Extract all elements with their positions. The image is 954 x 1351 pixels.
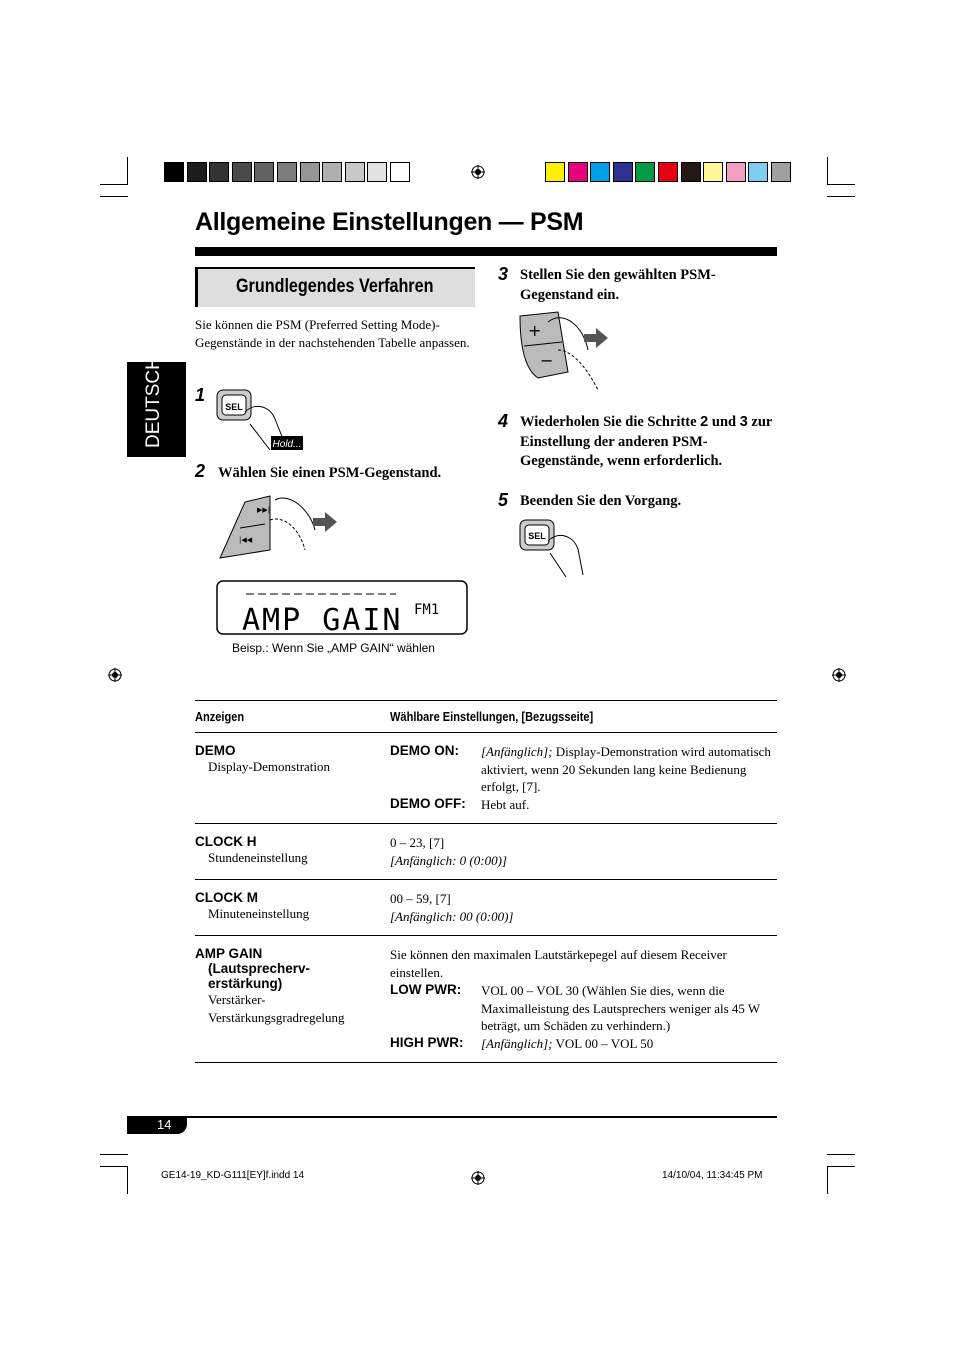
color-swatch — [232, 162, 252, 182]
amp-gain-intro: Sie können den maximalen Lautstärkepegel auf diesem Receiver einstellen. — [390, 947, 727, 980]
table-bottom-rule — [195, 1062, 777, 1063]
clock-h-value: 0 – 23, [7] [Anfänglich: 0 (0:00)] — [390, 835, 507, 868]
step-3-number: 3 — [498, 264, 509, 284]
seek-button-illustration — [215, 490, 345, 570]
footer-timestamp: 14/10/04, 11:34:45 PM — [662, 1170, 763, 1181]
table-top-rule — [195, 700, 777, 701]
arrow-right-icon — [313, 512, 337, 532]
color-swatch — [726, 162, 746, 182]
color-swatch — [322, 162, 342, 182]
plus-minus-button-illustration — [518, 310, 628, 395]
color-swatch — [703, 162, 723, 182]
prev-track-icon: |◀◀ — [239, 536, 253, 544]
color-swatch — [345, 162, 365, 182]
language-label: DEUTSCH — [143, 356, 164, 448]
section-title: Grundlegendes Verfahren — [236, 276, 434, 297]
row-divider — [195, 879, 777, 880]
color-swatch — [748, 162, 768, 182]
clock-m-value: 00 – 59, [7] [Anfänglich: 00 (0:00)] — [390, 891, 514, 924]
low-pwr-option: LOW PWR: — [390, 982, 462, 997]
high-pwr-desc: [Anfänglich]; VOL 00 – VOL 50 — [481, 1036, 654, 1051]
next-track-icon: ▶▶| — [257, 506, 271, 514]
color-swatch — [209, 162, 229, 182]
page-number: 14 — [157, 1117, 172, 1132]
color-swatch — [681, 162, 701, 182]
step-3-text: Stellen Sie den gewählten PSM-Gegenstand ein. — [520, 267, 716, 303]
step-1-number: 1 — [195, 385, 206, 405]
row-divider — [195, 823, 777, 824]
demo-on-desc: [Anfänglich]; Display-Demonstration wird automatisch aktiviert, wenn 20 Sekunden lang keine Bedienung erfolgt, [7]. — [481, 744, 771, 794]
lcd-display — [216, 580, 468, 635]
color-swatch — [545, 162, 565, 182]
registration-mark-icon — [471, 1171, 485, 1185]
plus-icon: + — [528, 321, 542, 340]
demo-on-option: DEMO ON: — [390, 743, 459, 758]
table-header-rule — [195, 732, 777, 733]
color-swatch — [635, 162, 655, 182]
step-4-text: Wiederholen Sie die Schritte 2 und 3 zur Einstellung der anderen PSM-Gegenstände, wenn erforderlich. — [520, 414, 773, 469]
high-pwr-option: HIGH PWR: — [390, 1035, 464, 1050]
registration-mark-icon — [832, 668, 846, 682]
color-swatch — [390, 162, 410, 182]
color-swatch — [300, 162, 320, 182]
hold-label: Hold... — [272, 439, 302, 450]
display-caption: Beisp.: Wenn Sie „AMP GAIN“ wählen — [232, 641, 435, 655]
color-swatch — [164, 162, 184, 182]
color-swatch — [254, 162, 274, 182]
footer-rule — [127, 1116, 777, 1118]
page-number-tab — [127, 1117, 187, 1134]
section-header — [195, 267, 475, 307]
display-band-text: FM1 — [414, 602, 440, 618]
step-5-number: 5 — [498, 490, 509, 510]
minus-icon: − — [540, 351, 554, 370]
step-2-text: Wählen Sie einen PSM-Gegenstand. — [218, 465, 442, 481]
step-5-text: Beenden Sie den Vorgang. — [520, 493, 682, 509]
low-pwr-desc: VOL 00 – VOL 30 (Wählen Sie dies, wenn die Maximalleistung des Lautsprechers weniger als 45 W beträgt, um Schäden zu verhindern.) — [481, 983, 760, 1033]
registration-mark-icon — [471, 165, 485, 179]
color-swatch — [613, 162, 633, 182]
table-row-clock-h-label: CLOCK H Stundeneinstellung — [195, 834, 308, 865]
arrow-right-icon — [584, 328, 608, 348]
table-row-amp-gain-label: AMP GAIN (Lautsprecherv- erstärkung) Verstärker-Verstärkungsgradregelung — [195, 946, 345, 1025]
table-header-col1: Anzeigen — [195, 709, 245, 724]
step-4-number: 4 — [498, 411, 509, 431]
registration-mark-icon — [108, 668, 122, 682]
color-swatch — [187, 162, 207, 182]
table-header-col2: Wählbare Einstellungen, [Bezugsseite] — [390, 709, 594, 724]
sel-label: SEL — [225, 402, 243, 412]
color-swatch — [658, 162, 678, 182]
sel-label: SEL — [528, 531, 546, 541]
step-2-number: 2 — [195, 461, 206, 481]
color-swatch — [590, 162, 610, 182]
table-row-clock-m-label: CLOCK M Minuteneinstellung — [195, 890, 310, 921]
table-row-demo-label: DEMO Display-Demonstration — [195, 743, 331, 774]
color-swatch — [367, 162, 387, 182]
intro-text: Sie können die PSM (Preferred Setting Mode)-Gegenstände in der nachstehenden Tabelle anpassen. — [195, 317, 470, 350]
demo-off-option: DEMO OFF: — [390, 796, 466, 811]
demo-off-desc: Hebt auf. — [481, 797, 530, 812]
color-swatch — [277, 162, 297, 182]
title-rule — [195, 247, 777, 256]
display-main-text: AMP GAIN — [242, 603, 403, 635]
page-title: Allgemeine Einstellungen — PSM — [195, 208, 584, 236]
sel-button-hold-illustration — [215, 384, 310, 454]
color-swatch — [568, 162, 588, 182]
color-swatch — [771, 162, 791, 182]
row-divider — [195, 935, 777, 936]
language-tab — [127, 356, 186, 457]
footer-file-info: GE14-19_KD-G111[EY]f.indd 14 — [161, 1170, 305, 1181]
sel-button-press-illustration — [518, 517, 588, 579]
